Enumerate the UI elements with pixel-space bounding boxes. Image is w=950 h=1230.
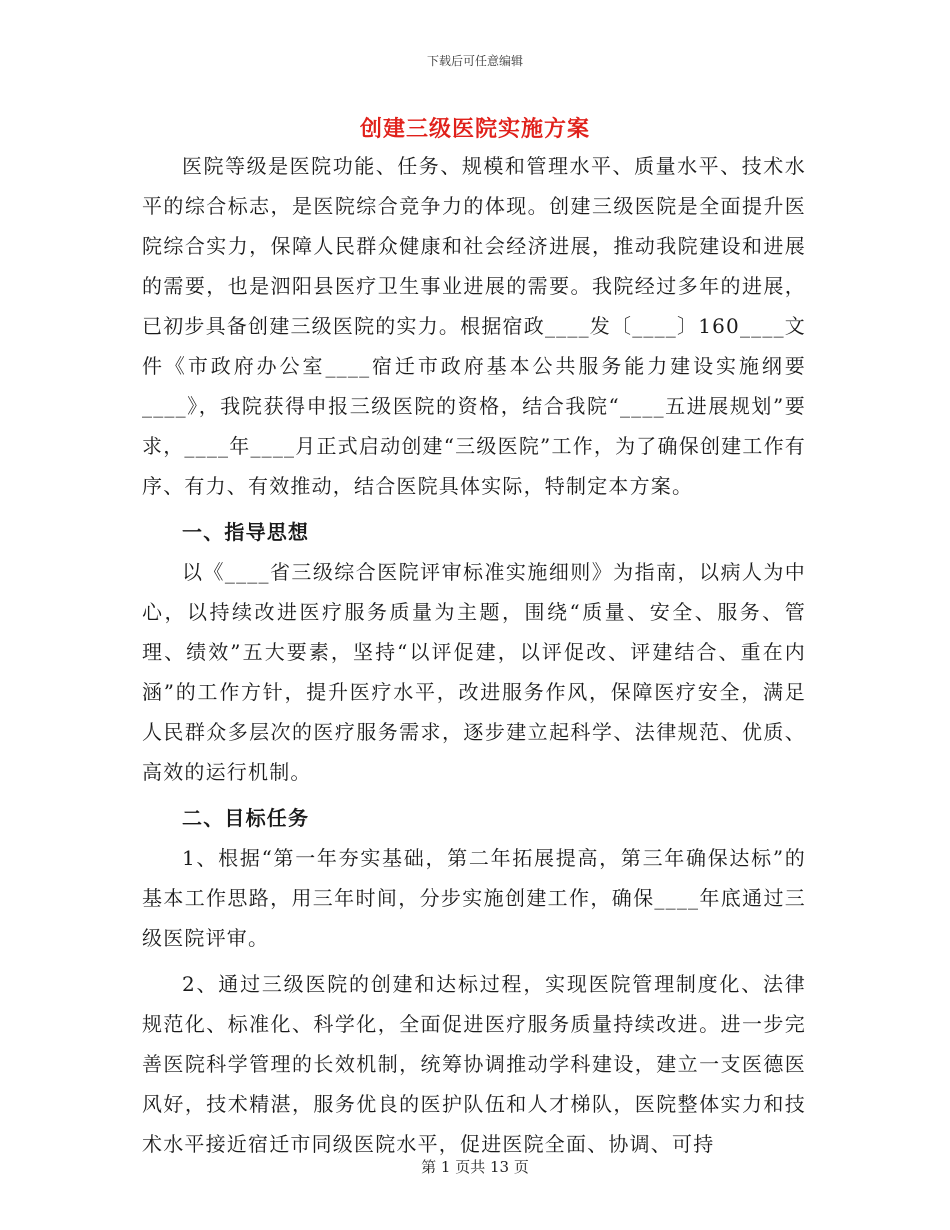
goal-item-1: 1、根据“第一年夯实基础，第二年拓展提高，第三年确保达标”的基本工作思路，用三年时间，分步实施创建工作，确保____年底通过三级医院评审。 <box>142 846 806 950</box>
document-title: 创建三级医院实施方案 <box>359 116 590 142</box>
document-body <box>142 146 806 1164</box>
section-heading-guiding-ideology: 一、指导思想 <box>182 520 310 544</box>
page-number: 第 1 页共 13 页 <box>421 1158 529 1176</box>
page-header-note: 下载后可任意编辑 <box>426 54 523 68</box>
intro-paragraph: 医院等级是医院功能、任务、规模和管理水平、质量水平、技术水平的综合标志，是医院综合竞争力的体现。创建三级医院是全面提升医院综合实力，保障人民群众健康和社会经济进展，推动我院建设和进展的需要，也是泗阳县医疗卫生事业进展的需要。我院经过多年的进展，已初步具备创建三级医院的实力。根据宿政____发〔____〕160____文件《市政府办公室____宿迁市政府基本公共服务能力建设实施纲要____》，我院获得申报三级医院的资格，结合我院“____五进展规划”要求，____年____月正式启动创建“三级医院”工作，为了确保创建工作有序、有力、有效推动，结合医院具体实际，特制定本方案。 <box>142 154 806 498</box>
guiding-ideology-paragraph: 以《____省三级综合医院评审标准实施细则》为指南，以病人为中心，以持续改进医疗服务质量为主题，围绕“质量、安全、服务、管理、绩效”五大要素，坚持“以评促建，以评促改、评建结合、重在内涵”的工作方针，提升医疗水平，改进服务作风，保障医疗安全，满足人民群众多层次的医疗服务需求，逐步建立起科学、法律规范、优质、高效的运行机制。 <box>142 560 806 784</box>
section-heading-goals: 二、目标任务 <box>182 806 310 830</box>
goal-item-2: 2、通过三级医院的创建和达标过程，实现医院管理制度化、法律规范化、标准化、科学化，全面促进医疗服务质量持续改进。进一步完善医院科学管理的长效机制，统筹协调推动学科建设，建立一支医德医风好，技术精湛，服务优良的医护队伍和人才梯队，医院整体实力和技术水平接近宿迁市同级医院水平，促进医院全面、协调、可持 <box>142 972 806 1156</box>
